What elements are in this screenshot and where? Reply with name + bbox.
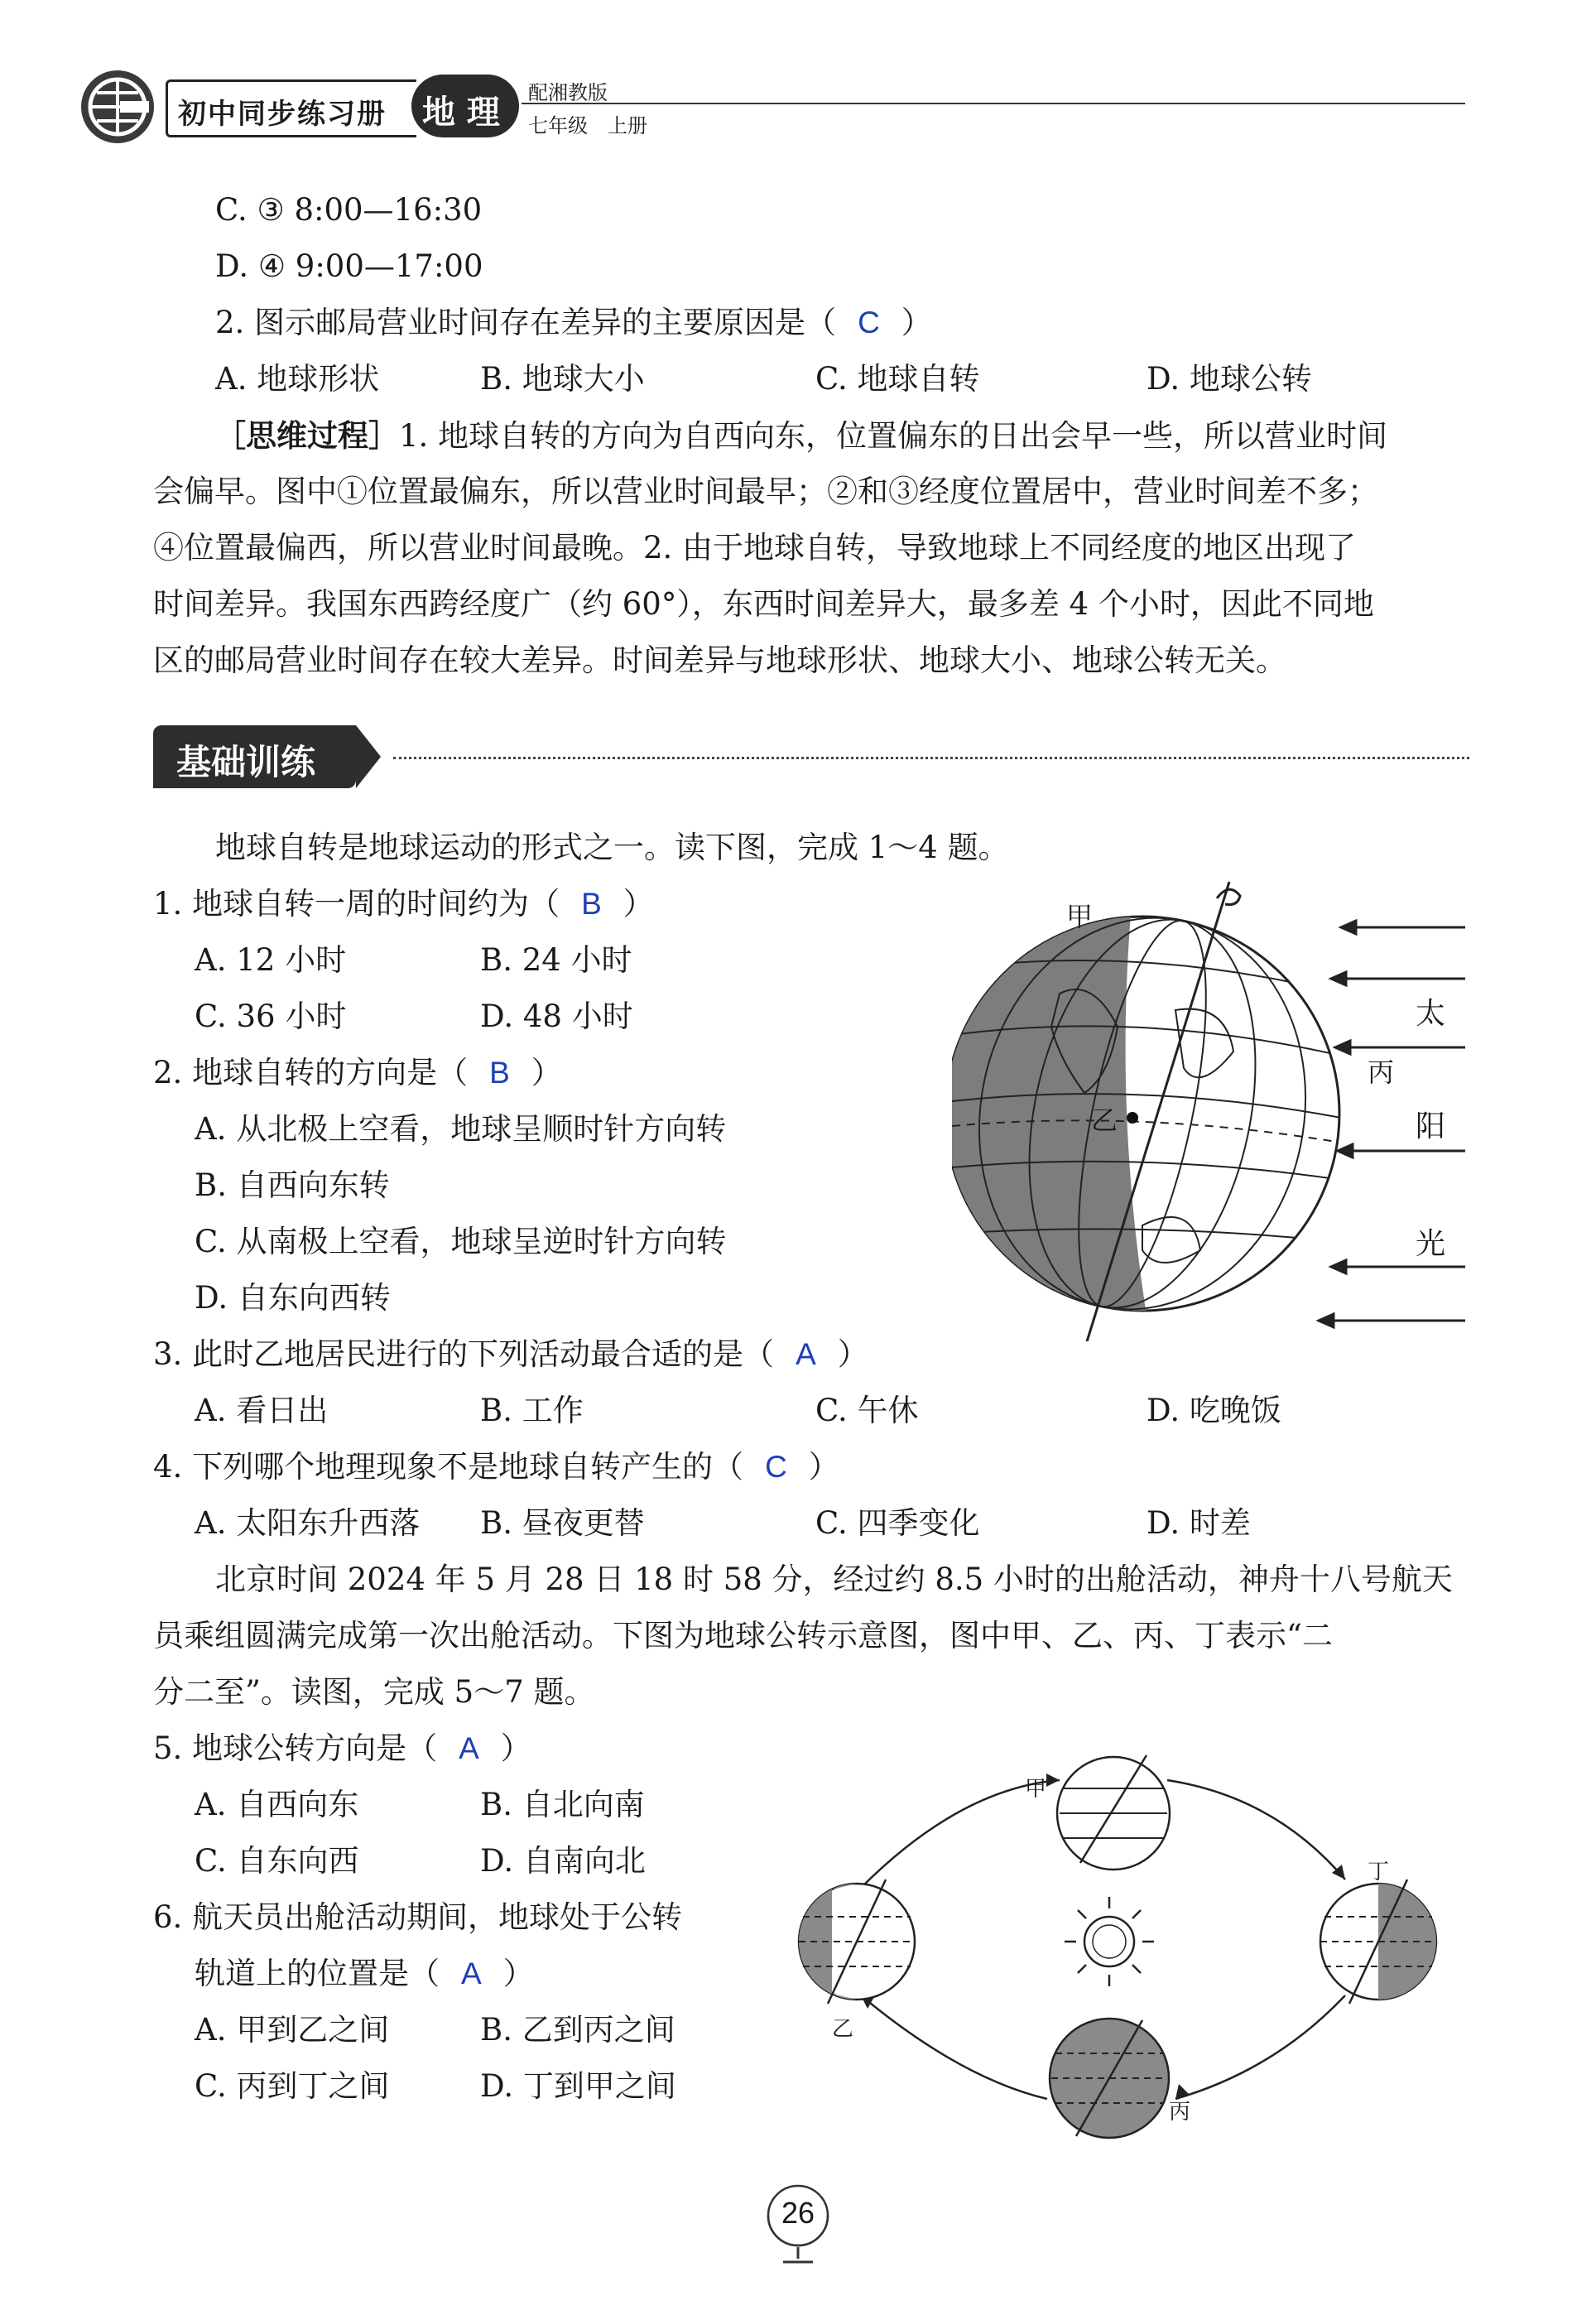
option: D. 时差 xyxy=(1147,1505,1251,1541)
globe-label-bing: 丙 xyxy=(1368,1056,1395,1088)
sunlight-label-guang: 光 xyxy=(1416,1227,1446,1261)
thinking-line: ［思维过程］1. 地球自转的方向为自西向东，位置偏东的日出会早一些，所以营业时间 xyxy=(215,417,1388,454)
option: C. 丙到丁之间 xyxy=(195,2068,390,2104)
option: B. 昼夜更替 xyxy=(480,1505,645,1541)
globe-logo-icon xyxy=(79,68,157,147)
option: B. 工作 xyxy=(480,1393,584,1428)
section-header xyxy=(153,725,1469,792)
thinking-line: 区的邮局营业时间存在较大差异。时间差异与地球形状、地球大小、地球公转无关。 xyxy=(153,643,1286,678)
option: B. 24 小时 xyxy=(480,942,632,978)
answer: C xyxy=(765,1450,787,1484)
answer: A xyxy=(459,1731,479,1765)
group2-intro-line: 北京时间 2024 年 5 月 28 日 18 时 58 分，经过约 8.5 小时的出舱活动，神舟十八号航天 xyxy=(215,1562,1453,1597)
orbit-label-jia: 甲 xyxy=(1025,1777,1047,1802)
thinking-line: 会偏早。图中①位置最偏东，所以营业时间最早；②和③经度位置居中，营业时间差不多； xyxy=(153,474,1378,509)
answer: B xyxy=(489,1056,510,1090)
answer: C xyxy=(858,306,880,339)
thinking-line: 时间差异。我国东西跨经度广（约 60°），东西时间差异大，最多差 4 个小时，因此不同地 xyxy=(153,586,1374,622)
edition-label: 配湘教版 xyxy=(528,81,608,104)
sunlight-label-tai: 太 xyxy=(1416,997,1446,1031)
option: D. 自东向西转 xyxy=(195,1280,391,1316)
question-stem: 2. 地球自转的方向是（ B ） xyxy=(153,1055,562,1090)
option: A. 太阳东升西落 xyxy=(195,1505,421,1541)
option: B. 自西向东转 xyxy=(195,1167,390,1203)
sun-icon xyxy=(1065,1897,1154,1986)
sunlight-label-yang: 阳 xyxy=(1416,1109,1446,1143)
option: D. 自南向北 xyxy=(480,1843,646,1879)
option: C. 36 小时 xyxy=(195,999,347,1034)
option-d-continued: D. ④ 9:00—17:00 xyxy=(215,248,483,284)
option: D. 地球公转 xyxy=(1147,361,1312,397)
rotation-globe-figure xyxy=(952,878,1482,1341)
globe-label-jia: 甲 xyxy=(1066,901,1094,932)
option: A. 地球形状 xyxy=(215,361,380,397)
question-stem: 5. 地球公转方向是（ A ） xyxy=(153,1730,531,1766)
earth-bing xyxy=(1050,2019,1169,2138)
page-number: 26 xyxy=(781,2196,815,2230)
option-c-continued: C. ③ 8:00—16:30 xyxy=(215,192,483,228)
orbit-label-ding: 丁 xyxy=(1368,1860,1390,1884)
subject-label: 地 理 xyxy=(422,94,500,132)
section-rule xyxy=(393,757,1469,759)
answer: B xyxy=(581,887,602,921)
option: B. 地球大小 xyxy=(480,361,645,397)
group2-intro-line: 分二至”。读图，完成 5～7 题。 xyxy=(153,1674,595,1710)
thinking-line: ④位置最偏西，所以营业时间最晚。2. 由于地球自转，导致地球上不同经度的地区出现了 xyxy=(153,530,1357,566)
book-title: 初中同步练习册 xyxy=(178,98,387,131)
orbit-label-bing: 丙 xyxy=(1169,2100,1191,2125)
night-hemisphere xyxy=(952,878,1151,1341)
earth-jia xyxy=(1057,1755,1170,1870)
option: B. 自北向南 xyxy=(480,1787,645,1822)
answer: A xyxy=(461,1956,482,1990)
grade-label: 七年级 上册 xyxy=(528,114,647,137)
orbit-figure xyxy=(770,1722,1457,2153)
answer: A xyxy=(796,1337,816,1371)
question-stem-continued: 轨道上的位置是（ A ） xyxy=(195,1956,534,1991)
option: A. 看日出 xyxy=(195,1393,329,1428)
section-arrow-icon xyxy=(356,725,389,788)
group2-intro-line: 员乘组圆满完成第一次出舱活动。下图为地球公转示意图，图中甲、乙、丙、丁表示“二 xyxy=(153,1618,1333,1653)
question-stem: 4. 下列哪个地理现象不是地球自转产生的（ C ） xyxy=(153,1449,839,1485)
point-yi xyxy=(1127,1112,1138,1124)
section-title: 基础训练 xyxy=(176,742,316,782)
option: C. 地球自转 xyxy=(815,361,980,397)
question-stem: 6. 航天员出舱活动期间，地球处于公转 xyxy=(153,1899,683,1935)
globe-label-yi: 乙 xyxy=(1091,1105,1118,1136)
thinking-label: ［思维过程］ xyxy=(215,417,399,454)
option: A. 12 小时 xyxy=(195,942,347,978)
option: D. 丁到甲之间 xyxy=(480,2068,676,2104)
option: B. 乙到丙之间 xyxy=(480,2012,675,2048)
option: D. 48 小时 xyxy=(480,999,633,1034)
rotation-arrow-icon xyxy=(1217,889,1240,904)
option: C. 午休 xyxy=(815,1393,919,1428)
earth-ding xyxy=(1320,1879,1436,2004)
option: C. 自东向西 xyxy=(195,1843,359,1879)
question-stem: 1. 地球自转一周的时间约为（ B ） xyxy=(153,886,654,922)
option: C. 从南极上空看，地球呈逆时针方向转 xyxy=(195,1224,727,1259)
question-stem: 2. 图示邮局营业时间存在差异的主要原因是（ C ） xyxy=(215,305,932,340)
question-stem: 3. 此时乙地居民进行的下列活动最合适的是（ A ） xyxy=(153,1336,868,1372)
option: A. 从北极上空看，地球呈顺时针方向转 xyxy=(195,1111,727,1147)
earth-yi xyxy=(799,1879,915,2004)
option: C. 四季变化 xyxy=(815,1505,980,1541)
option: A. 甲到乙之间 xyxy=(195,2012,390,2048)
header xyxy=(0,58,1596,149)
header-rule xyxy=(522,103,1465,104)
group1-intro: 地球自转是地球运动的形式之一。读下图，完成 1～4 题。 xyxy=(215,830,1009,865)
option: D. 吃晚饭 xyxy=(1147,1393,1281,1428)
option: A. 自西向东 xyxy=(195,1787,359,1822)
orbit-label-yi: 乙 xyxy=(832,2017,854,2042)
